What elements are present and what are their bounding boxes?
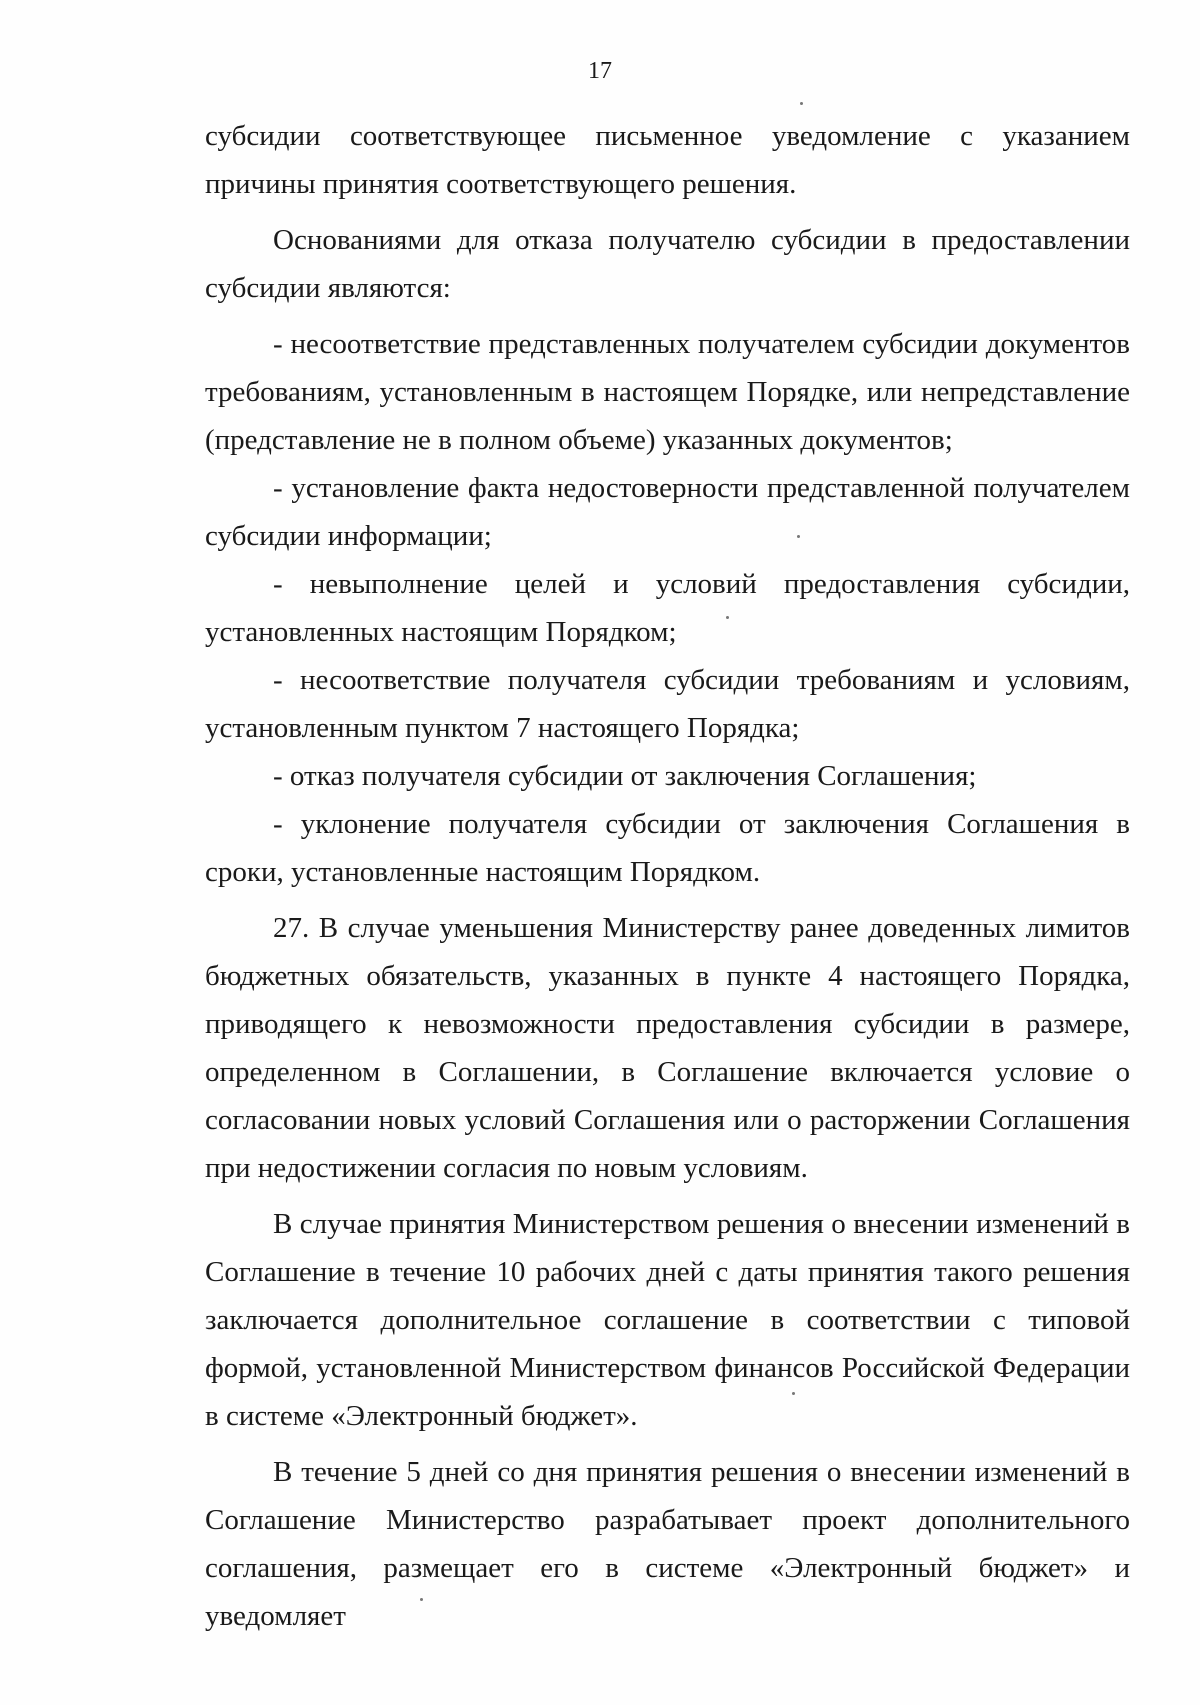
- paragraph-refusal-grounds: Основаниями для отказа получателю субсидии в предоставлении субсидии являются:: [205, 224, 1130, 304]
- list-item-agreement-refusal: - отказ получателя субсидии от заключения Соглашения;: [273, 760, 977, 792]
- paragraph-point-27: 27. В случае уменьшения Министерству ранее доведенных лимитов бюджетных обязательств, указанных в пункте 4 настоящего Порядка, приводящего к невозможности предоставления субсидии в размере, определенном в Соглашении, в Соглашение включается условие о согласовании новых условий Соглашения или о расторжении Соглашения при недостижении согласия по новым условиям.: [205, 912, 1130, 1184]
- scan-speck: [792, 1392, 795, 1395]
- paragraph-amendment-deadline: В течение 5 дней со дня принятия решения о внесении изменений в Соглашение Министерство разрабатывает проект дополнительного соглашения, размещает его в системе «Электронный бюджет» и уведомляет: [205, 1456, 1130, 1632]
- list-item-agreement-evasion: - уклонение получателя субсидии от заключения Соглашения в сроки, установленные настоящим Порядком.: [205, 808, 1130, 888]
- list-item-requirements-mismatch: - несоответствие получателя субсидии требованиям и условиям, установленным пунктом 7 настоящего Порядка;: [205, 664, 1130, 744]
- list-item-false-information: - установление факта недостоверности представленной получателем субсидии информации;: [205, 472, 1130, 552]
- list-item-goals-not-met: - невыполнение целей и условий предоставления субсидии, установленных настоящим Порядком;: [205, 568, 1130, 648]
- document-body: [205, 112, 1130, 1640]
- paragraph-continuation: субсидии соответствующее письменное уведомление с указанием причины принятия соответствующего решения.: [205, 120, 1130, 200]
- list-item-documents-mismatch: - несоответствие представленных получателем субсидии документов требованиям, установленным в настоящем Порядке, или непредставление (представление не в полном объеме) указанных документов;: [205, 328, 1130, 456]
- scan-speck: [800, 102, 803, 105]
- scan-speck: [726, 616, 729, 619]
- scan-speck: [797, 535, 800, 538]
- page-number: 17: [588, 58, 612, 84]
- paragraph-amendment-decision: В случае принятия Министерством решения о внесении изменений в Соглашение в течение 10 рабочих дней с даты принятия такого решения заключается дополнительное соглашение в соответствии с типовой формой, установленной Министерством финансов Российской Федерации в системе «Электронный бюджет».: [205, 1208, 1130, 1432]
- scan-speck: [420, 1598, 423, 1601]
